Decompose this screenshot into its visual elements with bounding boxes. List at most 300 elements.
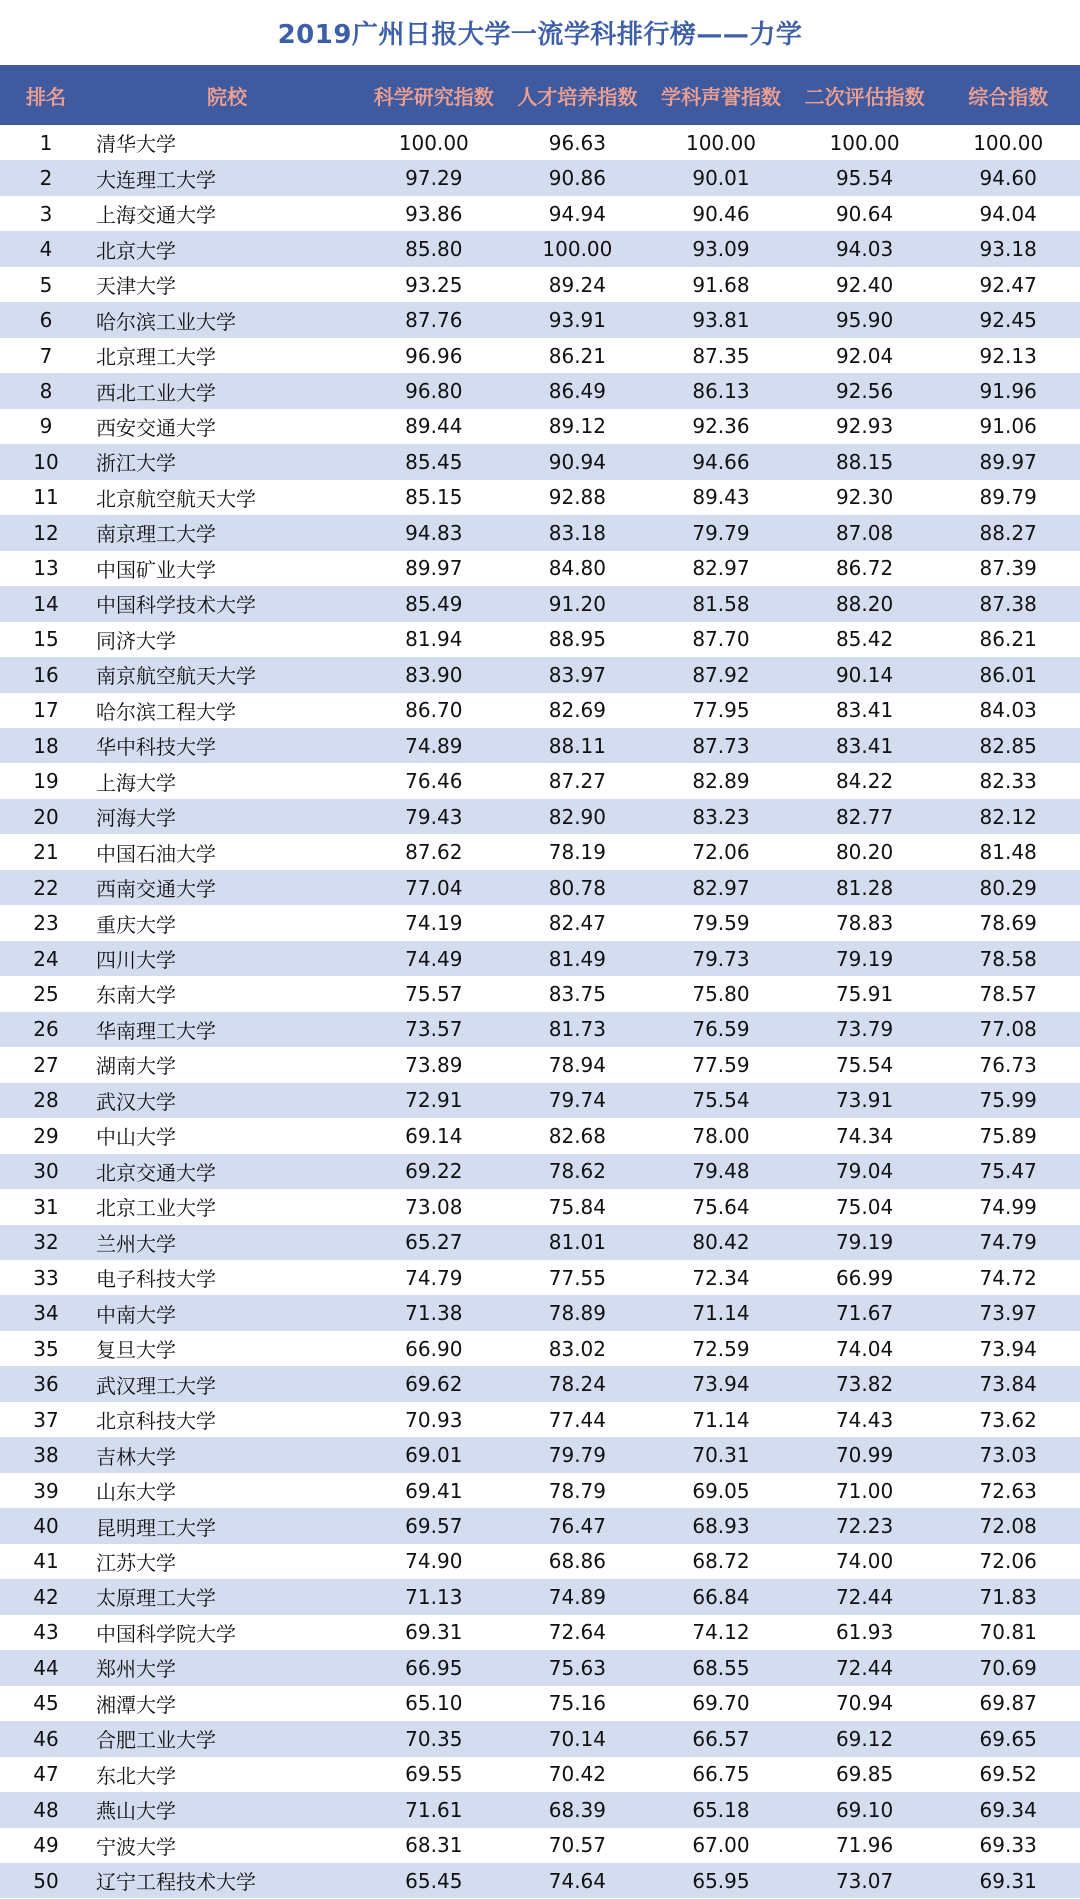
talent-index-cell: 84.80 bbox=[548, 556, 607, 581]
research-index-cell: 72.91 bbox=[405, 1088, 463, 1113]
table-row bbox=[0, 480, 1080, 515]
reputation-index-cell: 82.97 bbox=[692, 875, 750, 900]
table-row bbox=[0, 160, 1080, 195]
talent-index-cell: 78.94 bbox=[548, 1052, 607, 1077]
talent-index-cell: 70.57 bbox=[548, 1833, 607, 1858]
school-cell: 浙江大学 bbox=[96, 451, 176, 476]
secondary-eval-cell: 73.79 bbox=[835, 1017, 894, 1042]
overall-index-cell: 69.87 bbox=[979, 1691, 1037, 1716]
overall-index-cell: 86.21 bbox=[979, 627, 1037, 652]
secondary-eval-cell: 73.91 bbox=[835, 1088, 894, 1113]
table-row bbox=[0, 1721, 1080, 1756]
research-index-cell: 70.35 bbox=[405, 1726, 463, 1751]
overall-index-cell: 69.65 bbox=[979, 1726, 1037, 1751]
rank-cell: 23 bbox=[33, 911, 59, 936]
research-index-cell: 75.57 bbox=[405, 981, 463, 1006]
reputation-index-cell: 75.80 bbox=[692, 981, 750, 1006]
secondary-eval-cell: 92.30 bbox=[835, 485, 894, 510]
secondary-eval-cell: 78.83 bbox=[835, 911, 894, 936]
reputation-index-cell: 82.97 bbox=[692, 556, 750, 581]
secondary-eval-cell: 69.85 bbox=[835, 1762, 894, 1787]
research-index-cell: 73.57 bbox=[405, 1017, 463, 1042]
research-index-cell: 69.31 bbox=[405, 1620, 463, 1645]
secondary-eval-cell: 87.08 bbox=[835, 520, 894, 545]
research-index-cell: 96.96 bbox=[405, 343, 463, 368]
table-row bbox=[0, 1260, 1080, 1295]
overall-index-cell: 94.04 bbox=[979, 201, 1037, 226]
school-cell: 中国石油大学 bbox=[96, 841, 216, 866]
overall-index-cell: 72.63 bbox=[979, 1478, 1037, 1503]
rank-cell: 22 bbox=[33, 875, 59, 900]
table-row bbox=[0, 1012, 1080, 1047]
page-title: 2019广州日报大学一流学科排行榜——力学 bbox=[277, 20, 803, 50]
talent-index-cell: 88.95 bbox=[548, 627, 607, 652]
reputation-index-cell: 79.59 bbox=[692, 911, 750, 936]
research-index-cell: 69.55 bbox=[405, 1762, 463, 1787]
table-row bbox=[0, 1544, 1080, 1579]
research-index-cell: 74.89 bbox=[405, 733, 463, 758]
overall-index-cell: 73.62 bbox=[979, 1407, 1037, 1432]
table-row bbox=[0, 1792, 1080, 1827]
rank-cell: 43 bbox=[33, 1620, 59, 1645]
secondary-eval-cell: 69.12 bbox=[835, 1726, 894, 1751]
rank-cell: 28 bbox=[33, 1088, 59, 1113]
table-row bbox=[0, 1650, 1080, 1685]
rank-cell: 18 bbox=[33, 733, 59, 758]
secondary-eval-cell: 79.04 bbox=[835, 1159, 894, 1184]
overall-index-cell: 80.29 bbox=[979, 875, 1037, 900]
rank-cell: 10 bbox=[33, 449, 59, 474]
table-row bbox=[0, 870, 1080, 905]
reputation-index-cell: 77.59 bbox=[692, 1052, 750, 1077]
reputation-index-cell: 92.36 bbox=[692, 414, 750, 439]
research-index-cell: 69.14 bbox=[405, 1123, 463, 1148]
school-cell: 天津大学 bbox=[96, 274, 176, 299]
research-index-cell: 71.61 bbox=[405, 1797, 463, 1822]
rank-cell: 48 bbox=[33, 1797, 59, 1822]
reputation-index-cell: 76.59 bbox=[692, 1017, 750, 1042]
secondary-eval-cell: 72.44 bbox=[835, 1655, 894, 1680]
overall-index-cell: 73.94 bbox=[979, 1336, 1037, 1361]
overall-index-cell: 78.58 bbox=[979, 946, 1037, 971]
rank-cell: 3 bbox=[39, 201, 53, 226]
research-index-cell: 71.13 bbox=[405, 1584, 463, 1609]
school-cell: 湘潭大学 bbox=[96, 1692, 176, 1717]
talent-index-cell: 94.94 bbox=[548, 201, 607, 226]
reputation-index-cell: 79.48 bbox=[692, 1159, 750, 1184]
research-index-cell: 73.89 bbox=[405, 1052, 463, 1077]
talent-index-cell: 80.78 bbox=[548, 875, 607, 900]
school-cell: 昆明理工大学 bbox=[96, 1515, 216, 1540]
overall-index-cell: 86.01 bbox=[979, 662, 1037, 687]
reputation-index-cell: 78.00 bbox=[692, 1123, 750, 1148]
secondary-eval-cell: 71.67 bbox=[835, 1301, 894, 1326]
school-cell: 西安交通大学 bbox=[96, 415, 216, 440]
rank-cell: 29 bbox=[33, 1123, 59, 1148]
research-index-cell: 93.86 bbox=[405, 201, 463, 226]
talent-index-cell: 83.02 bbox=[548, 1336, 607, 1361]
talent-index-cell: 68.39 bbox=[548, 1797, 607, 1822]
table-row bbox=[0, 1437, 1080, 1472]
table-row bbox=[0, 338, 1080, 373]
table-row bbox=[0, 1757, 1080, 1792]
rank-cell: 25 bbox=[33, 981, 59, 1006]
overall-index-cell: 70.81 bbox=[979, 1620, 1037, 1645]
talent-index-cell: 89.12 bbox=[548, 414, 607, 439]
talent-index-cell: 90.94 bbox=[548, 449, 607, 474]
school-cell: 辽宁工程技术大学 bbox=[96, 1870, 256, 1895]
table-row bbox=[0, 1863, 1080, 1898]
reputation-index-cell: 65.95 bbox=[692, 1868, 750, 1893]
research-index-cell: 65.45 bbox=[405, 1868, 463, 1893]
overall-index-cell: 89.79 bbox=[979, 485, 1037, 510]
secondary-eval-cell: 73.82 bbox=[835, 1372, 894, 1397]
overall-index-cell: 69.33 bbox=[979, 1833, 1037, 1858]
reputation-index-cell: 72.06 bbox=[692, 840, 750, 865]
table-row bbox=[0, 373, 1080, 408]
overall-index-cell: 73.84 bbox=[979, 1372, 1037, 1397]
table-row bbox=[0, 1118, 1080, 1153]
secondary-eval-cell: 88.15 bbox=[835, 449, 894, 474]
table-body bbox=[0, 125, 1080, 1898]
secondary-eval-cell: 71.96 bbox=[835, 1833, 894, 1858]
header-row bbox=[0, 65, 1080, 125]
secondary-eval-cell: 74.43 bbox=[835, 1407, 894, 1432]
rank-cell: 24 bbox=[33, 946, 59, 971]
school-cell: 电子科技大学 bbox=[96, 1267, 216, 1292]
overall-index-cell: 88.27 bbox=[979, 520, 1037, 545]
talent-index-cell: 72.64 bbox=[548, 1620, 607, 1645]
overall-index-cell: 91.06 bbox=[979, 414, 1037, 439]
table-row bbox=[0, 1366, 1080, 1401]
rank-cell: 11 bbox=[33, 485, 59, 510]
rank-cell: 27 bbox=[33, 1052, 59, 1077]
overall-index-cell: 71.83 bbox=[979, 1584, 1037, 1609]
overall-index-cell: 72.06 bbox=[979, 1549, 1037, 1574]
overall-index-cell: 92.45 bbox=[979, 308, 1037, 333]
rank-cell: 36 bbox=[33, 1372, 59, 1397]
reputation-index-cell: 68.93 bbox=[692, 1514, 750, 1539]
rank-cell: 2 bbox=[39, 166, 53, 191]
overall-index-cell: 100.00 bbox=[973, 130, 1044, 155]
rank-cell: 46 bbox=[33, 1726, 59, 1751]
rank-cell: 8 bbox=[39, 379, 53, 404]
column-header-school: 院校 bbox=[207, 84, 247, 109]
column-header-overall: 综合指数 bbox=[968, 84, 1049, 109]
overall-index-cell: 69.52 bbox=[979, 1762, 1037, 1787]
rank-cell: 30 bbox=[33, 1159, 59, 1184]
secondary-eval-cell: 83.41 bbox=[835, 733, 894, 758]
rank-cell: 44 bbox=[33, 1655, 59, 1680]
rank-cell: 7 bbox=[39, 343, 53, 368]
research-index-cell: 69.22 bbox=[405, 1159, 463, 1184]
rank-cell: 34 bbox=[33, 1301, 59, 1326]
reputation-index-cell: 71.14 bbox=[692, 1407, 750, 1432]
research-index-cell: 97.29 bbox=[405, 166, 463, 191]
school-cell: 武汉理工大学 bbox=[96, 1373, 216, 1398]
secondary-eval-cell: 92.04 bbox=[835, 343, 894, 368]
school-cell: 同济大学 bbox=[96, 628, 176, 653]
research-index-cell: 71.38 bbox=[405, 1301, 463, 1326]
overall-index-cell: 78.69 bbox=[979, 911, 1037, 936]
table-row bbox=[0, 515, 1080, 550]
talent-index-cell: 74.89 bbox=[548, 1584, 607, 1609]
rank-cell: 35 bbox=[33, 1336, 59, 1361]
table-row bbox=[0, 1295, 1080, 1330]
rank-cell: 4 bbox=[39, 237, 53, 262]
table-row bbox=[0, 622, 1080, 657]
table-row bbox=[0, 409, 1080, 444]
rank-cell: 26 bbox=[33, 1017, 59, 1042]
secondary-eval-cell: 85.42 bbox=[835, 627, 894, 652]
secondary-eval-cell: 82.77 bbox=[835, 804, 894, 829]
research-index-cell: 65.27 bbox=[405, 1230, 463, 1255]
school-cell: 重庆大学 bbox=[96, 912, 176, 937]
rank-cell: 20 bbox=[33, 804, 59, 829]
research-index-cell: 74.19 bbox=[405, 911, 463, 936]
research-index-cell: 87.62 bbox=[405, 840, 463, 865]
talent-index-cell: 79.79 bbox=[548, 1443, 607, 1468]
talent-index-cell: 70.14 bbox=[548, 1726, 607, 1751]
research-index-cell: 89.97 bbox=[405, 556, 463, 581]
table-row bbox=[0, 1154, 1080, 1189]
overall-index-cell: 69.31 bbox=[979, 1868, 1037, 1893]
table-row bbox=[0, 267, 1080, 302]
rank-cell: 21 bbox=[33, 840, 59, 865]
secondary-eval-cell: 70.94 bbox=[835, 1691, 894, 1716]
talent-index-cell: 76.47 bbox=[548, 1514, 607, 1539]
secondary-eval-cell: 83.41 bbox=[835, 698, 894, 723]
research-index-cell: 70.93 bbox=[405, 1407, 463, 1432]
reputation-index-cell: 93.81 bbox=[692, 308, 750, 333]
overall-index-cell: 75.47 bbox=[979, 1159, 1037, 1184]
overall-index-cell: 93.18 bbox=[979, 237, 1037, 262]
table-row bbox=[0, 763, 1080, 798]
research-index-cell: 85.15 bbox=[405, 485, 463, 510]
overall-index-cell: 82.12 bbox=[979, 804, 1037, 829]
overall-index-cell: 89.97 bbox=[979, 449, 1037, 474]
overall-index-cell: 74.99 bbox=[979, 1194, 1037, 1219]
school-cell: 东北大学 bbox=[96, 1763, 176, 1788]
reputation-index-cell: 79.73 bbox=[692, 946, 750, 971]
talent-index-cell: 82.69 bbox=[548, 698, 607, 723]
secondary-eval-cell: 95.54 bbox=[835, 166, 894, 191]
secondary-eval-cell: 92.40 bbox=[835, 272, 894, 297]
research-index-cell: 69.57 bbox=[405, 1514, 463, 1539]
secondary-eval-cell: 84.22 bbox=[835, 769, 894, 794]
talent-index-cell: 81.49 bbox=[548, 946, 607, 971]
overall-index-cell: 77.08 bbox=[979, 1017, 1037, 1042]
table-row bbox=[0, 905, 1080, 940]
research-index-cell: 81.94 bbox=[405, 627, 463, 652]
school-cell: 上海交通大学 bbox=[96, 203, 216, 228]
overall-index-cell: 73.97 bbox=[979, 1301, 1037, 1326]
secondary-eval-cell: 72.44 bbox=[835, 1584, 894, 1609]
table-row bbox=[0, 1047, 1080, 1082]
column-header-talent: 人才培养指数 bbox=[517, 84, 638, 109]
school-cell: 北京科技大学 bbox=[96, 1409, 216, 1434]
talent-index-cell: 78.24 bbox=[548, 1372, 607, 1397]
school-cell: 中山大学 bbox=[96, 1125, 176, 1150]
talent-index-cell: 81.01 bbox=[548, 1230, 607, 1255]
rank-cell: 41 bbox=[33, 1549, 59, 1574]
research-index-cell: 68.31 bbox=[405, 1833, 463, 1858]
talent-index-cell: 75.84 bbox=[548, 1194, 607, 1219]
school-cell: 湖南大学 bbox=[96, 1054, 176, 1079]
table-row bbox=[0, 1083, 1080, 1118]
school-cell: 东南大学 bbox=[96, 983, 176, 1008]
secondary-eval-cell: 74.04 bbox=[835, 1336, 894, 1361]
reputation-index-cell: 82.89 bbox=[692, 769, 750, 794]
talent-index-cell: 78.62 bbox=[548, 1159, 607, 1184]
rank-cell: 16 bbox=[33, 662, 59, 687]
rank-cell: 15 bbox=[33, 627, 59, 652]
rank-cell: 33 bbox=[33, 1265, 59, 1290]
talent-index-cell: 77.44 bbox=[548, 1407, 607, 1432]
table-row bbox=[0, 799, 1080, 834]
talent-index-cell: 82.47 bbox=[548, 911, 607, 936]
school-cell: 燕山大学 bbox=[96, 1799, 176, 1824]
overall-index-cell: 92.13 bbox=[979, 343, 1037, 368]
overall-index-cell: 81.48 bbox=[979, 840, 1037, 865]
rank-cell: 13 bbox=[33, 556, 59, 581]
overall-index-cell: 72.08 bbox=[979, 1514, 1037, 1539]
talent-index-cell: 93.91 bbox=[548, 308, 607, 333]
table-row bbox=[0, 834, 1080, 869]
reputation-index-cell: 90.46 bbox=[692, 201, 750, 226]
secondary-eval-cell: 95.90 bbox=[835, 308, 894, 333]
talent-index-cell: 86.21 bbox=[548, 343, 607, 368]
table-row bbox=[0, 444, 1080, 479]
reputation-index-cell: 66.75 bbox=[692, 1762, 750, 1787]
rank-cell: 45 bbox=[33, 1691, 59, 1716]
research-index-cell: 96.80 bbox=[405, 379, 463, 404]
research-index-cell: 74.49 bbox=[405, 946, 463, 971]
secondary-eval-cell: 75.54 bbox=[835, 1052, 894, 1077]
school-cell: 华南理工大学 bbox=[96, 1018, 216, 1043]
table-row bbox=[0, 657, 1080, 692]
reputation-index-cell: 65.18 bbox=[692, 1797, 750, 1822]
rank-cell: 49 bbox=[33, 1833, 59, 1858]
school-cell: 中国科学院大学 bbox=[96, 1621, 236, 1646]
school-cell: 清华大学 bbox=[96, 132, 176, 157]
research-index-cell: 65.10 bbox=[405, 1691, 463, 1716]
reputation-index-cell: 72.59 bbox=[692, 1336, 750, 1361]
talent-index-cell: 100.00 bbox=[542, 237, 613, 262]
title-bar bbox=[0, 0, 1080, 65]
secondary-eval-cell: 74.00 bbox=[835, 1549, 894, 1574]
school-cell: 中国矿业大学 bbox=[96, 557, 216, 582]
table-row bbox=[0, 196, 1080, 231]
secondary-eval-cell: 80.20 bbox=[835, 840, 894, 865]
table-row bbox=[0, 231, 1080, 266]
talent-index-cell: 91.20 bbox=[548, 591, 607, 616]
rank-cell: 17 bbox=[33, 698, 59, 723]
rank-cell: 19 bbox=[33, 769, 59, 794]
talent-index-cell: 88.11 bbox=[548, 733, 607, 758]
secondary-eval-cell: 100.00 bbox=[829, 130, 900, 155]
talent-index-cell: 83.97 bbox=[548, 662, 607, 687]
rank-cell: 6 bbox=[39, 308, 53, 333]
table-row bbox=[0, 693, 1080, 728]
overall-index-cell: 76.73 bbox=[979, 1052, 1037, 1077]
school-cell: 武汉大学 bbox=[96, 1089, 176, 1114]
overall-index-cell: 82.85 bbox=[979, 733, 1037, 758]
reputation-index-cell: 81.58 bbox=[692, 591, 750, 616]
talent-index-cell: 90.86 bbox=[548, 166, 607, 191]
reputation-index-cell: 87.35 bbox=[692, 343, 750, 368]
overall-index-cell: 73.03 bbox=[979, 1443, 1037, 1468]
overall-index-cell: 75.99 bbox=[979, 1088, 1037, 1113]
talent-index-cell: 83.75 bbox=[548, 981, 607, 1006]
table-row bbox=[0, 1225, 1080, 1260]
talent-index-cell: 74.64 bbox=[548, 1868, 607, 1893]
talent-index-cell: 81.73 bbox=[548, 1017, 607, 1042]
research-index-cell: 85.45 bbox=[405, 449, 463, 474]
talent-index-cell: 89.24 bbox=[548, 272, 607, 297]
table-row bbox=[0, 1473, 1080, 1508]
overall-index-cell: 91.96 bbox=[979, 379, 1037, 404]
reputation-index-cell: 89.43 bbox=[692, 485, 750, 510]
secondary-eval-cell: 72.23 bbox=[835, 1514, 894, 1539]
school-cell: 吉林大学 bbox=[96, 1444, 176, 1469]
table-row bbox=[0, 1828, 1080, 1863]
talent-index-cell: 75.63 bbox=[548, 1655, 607, 1680]
research-index-cell: 85.49 bbox=[405, 591, 463, 616]
overall-index-cell: 87.39 bbox=[979, 556, 1037, 581]
secondary-eval-cell: 75.91 bbox=[835, 981, 894, 1006]
secondary-eval-cell: 81.28 bbox=[835, 875, 894, 900]
school-cell: 中南大学 bbox=[96, 1302, 176, 1327]
research-index-cell: 66.90 bbox=[405, 1336, 463, 1361]
reputation-index-cell: 68.55 bbox=[692, 1655, 750, 1680]
talent-index-cell: 70.42 bbox=[548, 1762, 607, 1787]
rank-cell: 1 bbox=[39, 130, 53, 155]
table-row bbox=[0, 976, 1080, 1011]
reputation-index-cell: 66.84 bbox=[692, 1584, 750, 1609]
talent-index-cell: 83.18 bbox=[548, 520, 607, 545]
table-row bbox=[0, 586, 1080, 621]
talent-index-cell: 75.16 bbox=[548, 1691, 607, 1716]
talent-index-cell: 82.90 bbox=[548, 804, 607, 829]
reputation-index-cell: 90.01 bbox=[692, 166, 750, 191]
secondary-eval-cell: 88.20 bbox=[835, 591, 894, 616]
reputation-index-cell: 70.31 bbox=[692, 1443, 750, 1468]
research-index-cell: 83.90 bbox=[405, 662, 463, 687]
table-row bbox=[0, 1402, 1080, 1437]
reputation-index-cell: 75.54 bbox=[692, 1088, 750, 1113]
school-cell: 哈尔滨工程大学 bbox=[96, 699, 236, 724]
table-row bbox=[0, 728, 1080, 763]
reputation-index-cell: 87.70 bbox=[692, 627, 750, 652]
secondary-eval-cell: 69.10 bbox=[835, 1797, 894, 1822]
reputation-index-cell: 79.79 bbox=[692, 520, 750, 545]
reputation-index-cell: 86.13 bbox=[692, 379, 750, 404]
reputation-index-cell: 66.57 bbox=[692, 1726, 750, 1751]
research-index-cell: 74.90 bbox=[405, 1549, 463, 1574]
school-cell: 南京航空航天大学 bbox=[96, 664, 256, 689]
column-header-research: 科学研究指数 bbox=[373, 84, 494, 109]
reputation-index-cell: 100.00 bbox=[685, 130, 756, 155]
research-index-cell: 77.04 bbox=[405, 875, 463, 900]
talent-index-cell: 78.89 bbox=[548, 1301, 607, 1326]
reputation-index-cell: 87.73 bbox=[692, 733, 750, 758]
overall-index-cell: 70.69 bbox=[979, 1655, 1037, 1680]
talent-index-cell: 68.86 bbox=[548, 1549, 607, 1574]
rank-cell: 9 bbox=[39, 414, 53, 439]
secondary-eval-cell: 75.04 bbox=[835, 1194, 894, 1219]
school-cell: 合肥工业大学 bbox=[96, 1728, 216, 1753]
